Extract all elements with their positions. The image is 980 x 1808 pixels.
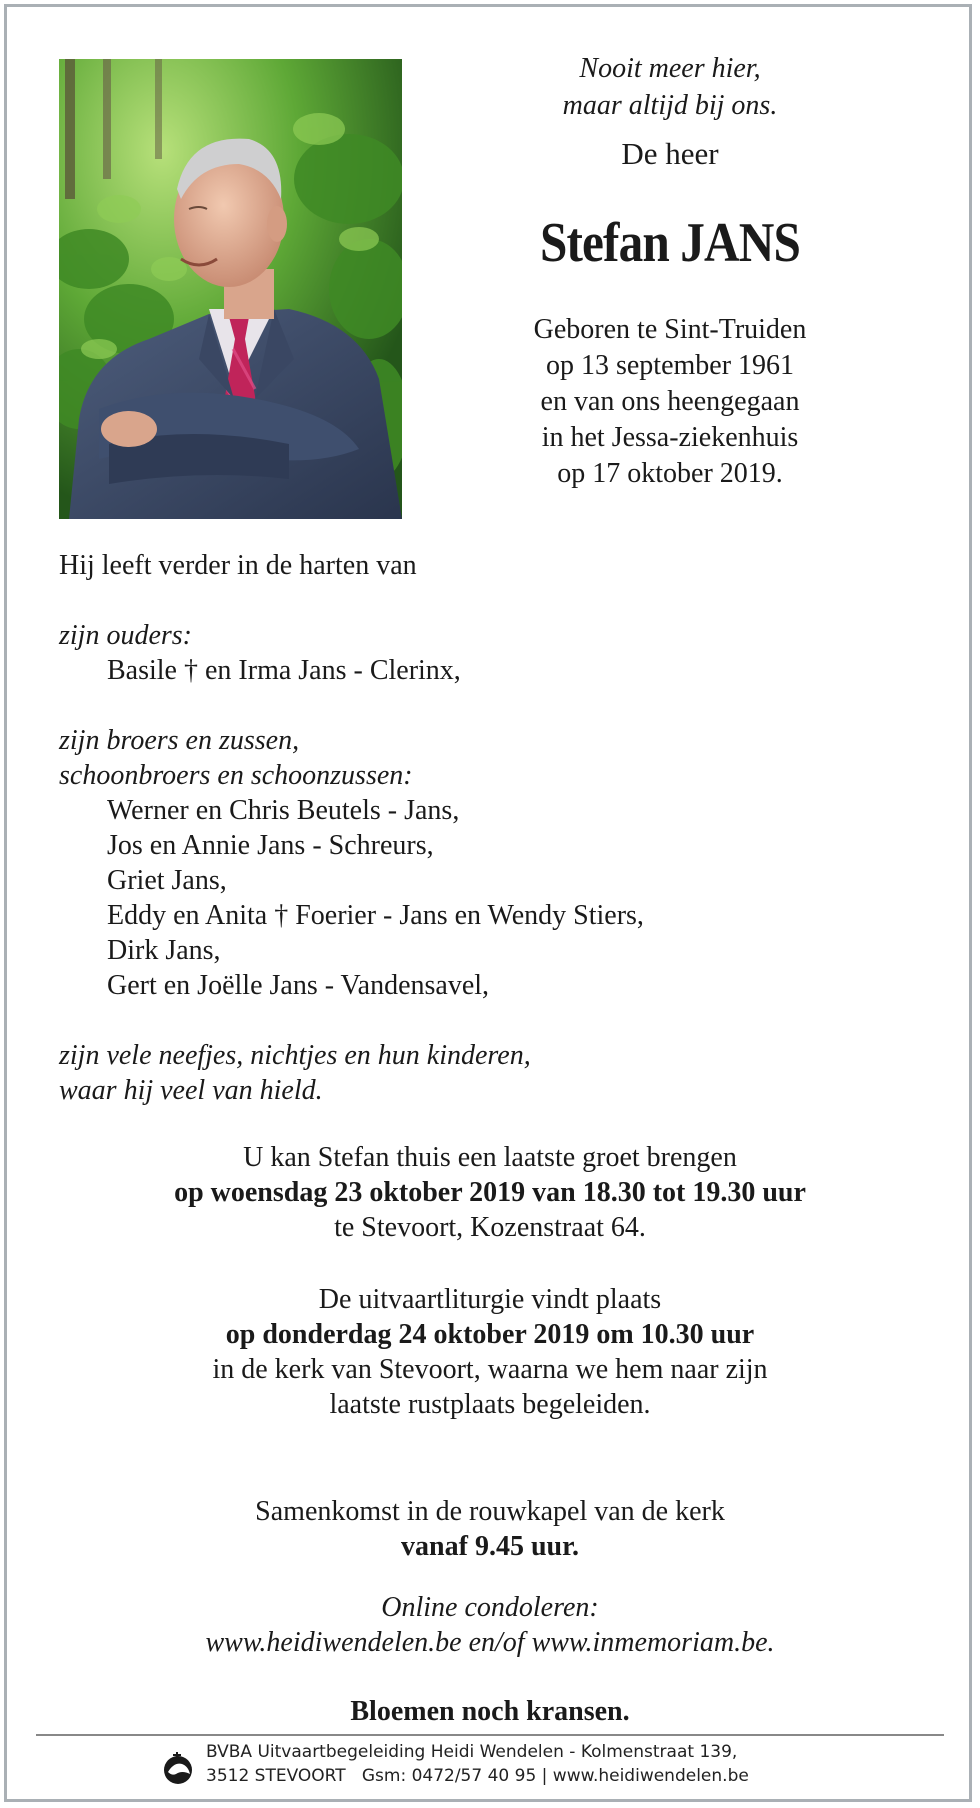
family-name: Dirk Jans, (107, 935, 221, 966)
birth-line: Geboren te Sint-Truiden (533, 314, 807, 345)
siblings-label: zijn broers en zussen, (59, 725, 300, 756)
visitation-date: op woensdag 23 oktober 2019 van 18.30 tot 19.30 uur (174, 1177, 806, 1208)
visitation-line: U kan Stefan thuis een laatste groet brengen (243, 1142, 737, 1173)
birth-line: in het Jessa-ziekenhuis (541, 422, 799, 453)
motto (440, 50, 900, 124)
header-block (440, 50, 900, 492)
flowers-note: Bloemen noch kransen. (350, 1696, 630, 1727)
deceased-name: Stefan JANS (539, 212, 801, 274)
birth-line: en van ons heengegaan (540, 386, 800, 417)
motto-line: Nooit meer hier, (579, 53, 761, 84)
online-links[interactable]: www.heidiwendelen.be en/of www.inmemoriam.be. (205, 1627, 775, 1658)
funeral-home-footer (160, 1738, 880, 1794)
family-name: Werner en Chris Beutels - Jans, (107, 795, 460, 826)
gathering-block (30, 1494, 950, 1564)
funeral-line: in de kerk van Stevoort, waarna we hem naar zijn (212, 1354, 768, 1385)
online-condolences (30, 1590, 950, 1660)
gathering-line: Samenkomst in de rouwkapel van de kerk (255, 1496, 725, 1527)
visitation-address: te Stevoort, Kozenstraat 64. (334, 1212, 646, 1243)
online-label: Online condoleren: (381, 1592, 599, 1623)
family-listing (59, 548, 919, 1108)
family-name: Eddy en Anita † Foerier - Jans en Wendy Stiers, (107, 900, 644, 931)
funeral-block (30, 1282, 950, 1422)
family-name: Gert en Joëlle Jans - Vandensavel, (107, 970, 490, 1001)
family-name: Jos en Annie Jans - Schreurs, (107, 830, 434, 861)
gathering-time: vanaf 9.45 uur. (401, 1531, 579, 1562)
birth-death-details (440, 312, 900, 492)
birth-line: op 17 oktober 2019. (557, 458, 783, 489)
funeral-home-logo-icon (160, 1750, 196, 1786)
nephews-label: zijn vele neefjes, nichtjes en hun kinderen, (59, 1040, 531, 1071)
intro-text: Hij leeft verder in de harten van (59, 550, 417, 581)
funeral-line: laatste rustplaats begeleiden. (329, 1389, 651, 1420)
family-name: Griet Jans, (107, 865, 227, 896)
siblings-label: schoonbroers en schoonzussen: (59, 760, 413, 791)
portrait-photo (59, 59, 402, 519)
motto-line: maar altijd bij ons. (562, 90, 778, 121)
funeral-date: op donderdag 24 oktober 2019 om 10.30 uur (225, 1319, 755, 1350)
footer-line: BVBA Uitvaartbegeleiding Heidi Wendelen - Kolmenstraat 139, (206, 1742, 738, 1762)
family-name: Basile † en Irma Jans - Clerinx, (107, 655, 461, 686)
salutation: De heer (621, 136, 719, 171)
footer-line: 3512 STEVOORT Gsm: 0472/57 40 95 | www.heidiwendelen.be (206, 1766, 749, 1786)
nephews-label: waar hij veel van hield. (59, 1075, 323, 1106)
funeral-line: De uitvaartliturgie vindt plaats (318, 1284, 662, 1315)
birth-line: op 13 september 1961 (545, 350, 795, 381)
footer-divider (36, 1734, 944, 1736)
visitation-block (30, 1140, 950, 1245)
parents-label: zijn ouders: (59, 620, 192, 651)
